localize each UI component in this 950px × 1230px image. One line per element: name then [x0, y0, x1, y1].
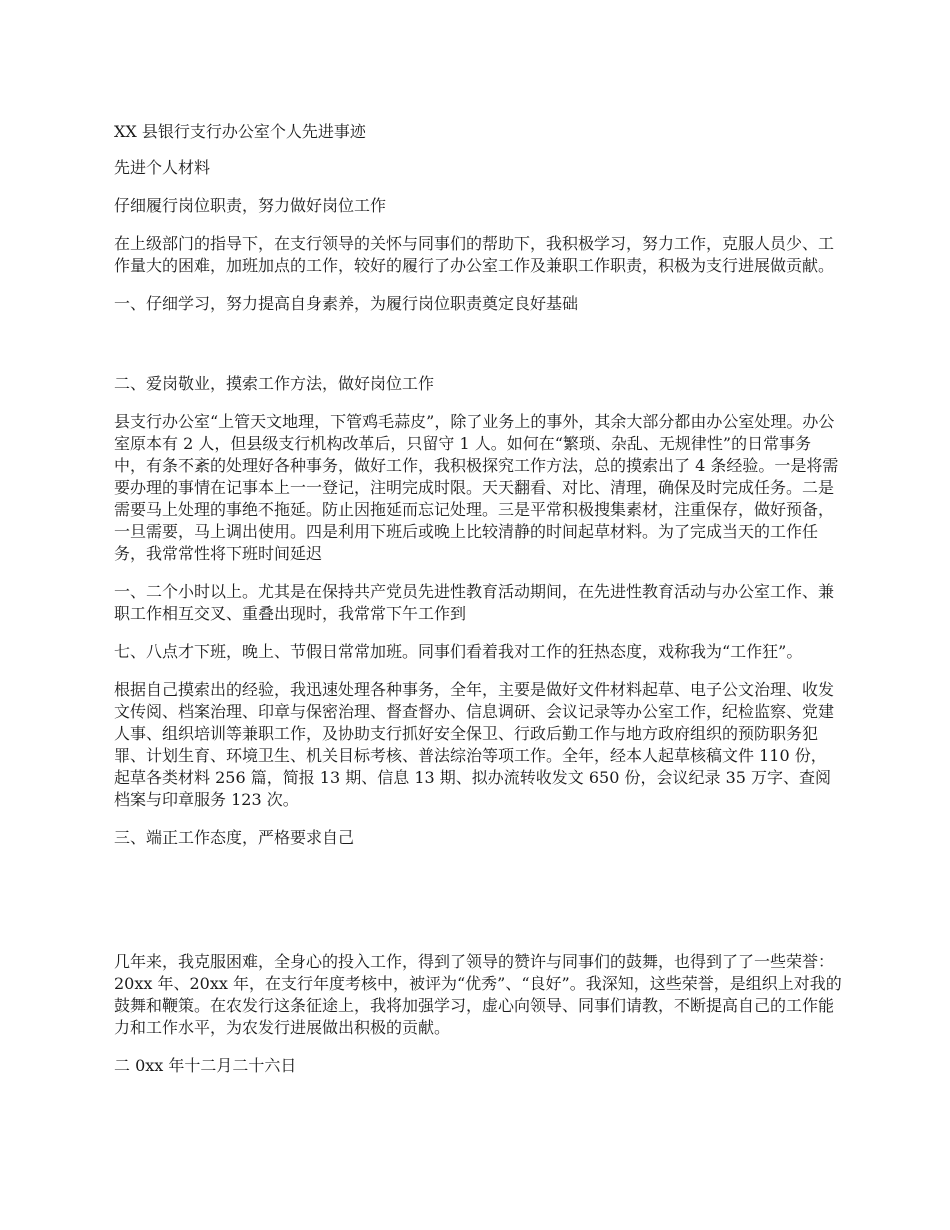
section-heading-3: 三、端正工作态度，严格要求自己	[114, 828, 355, 847]
document-heading: 仔细履行岗位职责，努力做好岗位工作	[114, 196, 387, 215]
honors-paragraph: 几年来，我克服困难，全身心的投入工作，得到了领导的赞许与同事们的鼓舞，也得到了了一些荣誉：20xx 年、20xx 年，在支行年度考核中，被评为“优秀”、“良好”。我深知，这些荣誉，是组织上对我的鼓舞和鞭策。在农发行这条征途上，我将加强学习，虚心向领导、同事们请教，不断提高自己的工作能力和工作水平，为农发行进展做出积极的贡献。	[114, 952, 842, 1037]
document-body	[114, 121, 842, 1093]
document-title: XX 县银行支行办公室个人先进事迹	[114, 122, 366, 141]
section-heading-1: 一、仔细学习，努力提高自身素养，为履行岗位职责奠定良好基础	[114, 294, 579, 313]
document-subtitle: 先进个人材料	[114, 158, 211, 177]
intro-paragraph: 在上级部门的指导下，在支行领导的关怀与同事们的帮助下，我积极学习，努力工作，克服人员少、工作量大的困难，加班加点的工作，较好的履行了办公室工作及兼职工作职责，积极为支行进展做贡献。	[114, 234, 835, 275]
document-date: 二 0xx 年十二月二十六日	[114, 1056, 297, 1075]
spacer-1	[114, 331, 842, 373]
overtime-paragraph: 七、八点才下班，晚上、节假日常常加班。同事们看着我对工作的狂热态度，戏称我为“工作狂”。	[114, 642, 803, 661]
section-heading-2: 二、爱岗敬业，摸索工作方法，做好岗位工作	[114, 374, 435, 393]
annual-work-paragraph: 根据自己摸索出的经验，我迅速处理各种事务，全年，主要是做好文件材料起草、电子公文治理、收发文传阅、档案治理、印章与保密治理、督查督办、信息调研、会议记录等办公室工作，纪检监察、党建人事、组织培训等兼职工作，及协助支行抓好安全保卫、行政后勤工作与地方政府组织的预防职务犯罪、计划生育、环境卫生、机关目标考核、普法综治等项工作。全年，经本人起草核稿文件 110 份，起草各类材料 256 篇，简报 13 期、信息 13 期、拟办流转收发文 650 份，会议纪录 35 万字、查阅档案与印章服务 123 次。	[114, 680, 835, 809]
spacer-2	[114, 865, 842, 951]
office-work-paragraph: 县支行办公室“上管天文地理，下管鸡毛蒜皮”，除了业务上的事外，其余大部分都由办公室处理。办公室原本有 2 人，但县级支行机构改革后，只留守 1 人。如何在“繁琐、杂乱、无规律性”的日常事务中，有条不紊的处理好各种事务，做好工作，我积极探究工作方法，总的摸索出了 4 条经验。一是将需要办理的事情在记事本上一一登记，注明完成时限。天天翻看、对比、清理，确保及时完成任务。二是需要马上处理的事绝不拖延。防止因拖延而忘记处理。三是平常积极搜集素材，注重保存，做好预备，一旦需要，马上调出使用。四是利用下班后或晚上比较清静的时间起草材料。为了完成当天的工作任务，我常常性将下班时间延迟	[114, 412, 839, 563]
working-hours-paragraph: 一、二个小时以上。尤其是在保持共产党员先进性教育活动期间，在先进性教育活动与办公室工作、兼职工作相互交叉、重叠出现时，我常常下午工作到	[114, 582, 835, 623]
